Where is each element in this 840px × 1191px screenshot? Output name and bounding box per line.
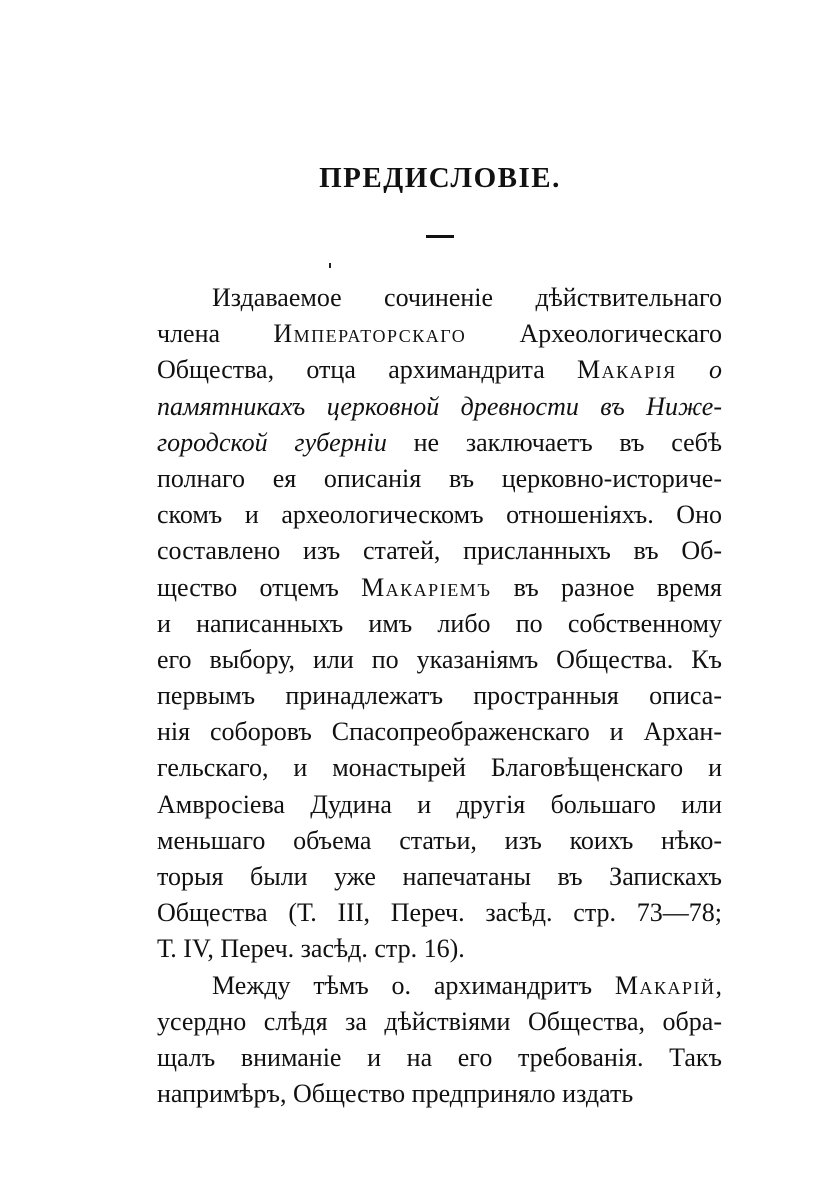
paragraph [157,280,722,968]
text-run: Археологическаго [466,319,723,349]
text-run: усердно слѣдя за дѣйствіями Общества, обра- [157,1006,722,1036]
text-run: не заключаетъ въ себѣ [386,427,722,457]
text-line [157,714,722,750]
text-run: Издаваемое сочиненіе дѣйствительнаго [212,283,722,312]
small-caps-name: Макарій [614,970,716,1000]
text-run: Т. IV, Переч. засѣд. стр. 16). [157,934,465,964]
text-line [157,750,722,786]
text-run: Амвросіева Дудина и другія большаго или [157,789,722,819]
text-line [157,642,722,678]
body-text [157,280,722,1112]
text-run [677,355,709,384]
text-line [157,678,722,714]
text-line [157,859,722,895]
text-run: меньшаго объема статьи, изъ коихъ нѣко- [157,825,722,855]
text-run: составлено изъ статей, присланныхъ въ Об- [157,536,722,566]
text-run: и написанныхъ имъ либо по собственному [157,608,722,638]
title-rule [426,235,454,238]
text-run: торыя были уже напечатаны въ Запискахъ [157,862,722,891]
print-speck [329,263,331,268]
small-caps-name: Императорскаго [273,319,467,349]
text-run: его выбору, или по указаніямъ Общества. Къ [157,644,722,674]
text-line [157,787,722,823]
text-line [157,931,722,967]
text-run: щалъ вниманіе и на его требованія. Такъ [157,1042,722,1072]
italic-title: памятникахъ церковной древности въ Ниже- [157,391,722,421]
text-run: полнаго ея описанія въ церковно-историче- [157,463,722,493]
text-line [157,461,722,497]
text-run: въ разное время [491,572,722,602]
text-run: скомъ и археологическомъ отношеніяхъ. Оно [157,500,722,530]
text-line [157,1004,722,1040]
text-run: Между тѣмъ о. архимандритъ [212,970,615,1000]
text-line [157,533,722,569]
text-line [157,352,722,388]
text-run: гельскаго, и монастырей Благовѣщенскаго и [157,753,722,783]
text-line [157,497,722,533]
text-run: напримѣръ, Общество предприняло издать [157,1079,634,1109]
text-run: , [715,970,722,1000]
text-line [157,280,722,316]
small-caps-name: Макарія [577,355,677,385]
text-run: нія соборовъ Спасопреображенскаго и Архан- [157,717,722,747]
text-run: Общества (Т. III, Переч. засѣд. стр. 73—78; [157,898,722,928]
text-line [157,570,722,606]
text-line [157,425,722,461]
text-line [157,895,722,931]
text-line [157,316,722,352]
text-line [157,968,722,1004]
text-run: члена [157,319,274,349]
text-run: первымъ принадлежатъ пространныя описа- [157,681,722,711]
italic-title: о [709,355,722,385]
paragraph [157,968,722,1113]
text-line [157,1076,722,1112]
text-line [157,823,722,859]
italic-title: городской губерніи [157,427,387,457]
text-run: Общества, отца архимандрита [157,355,578,385]
page-title: ПРЕДИСЛОВІЕ. [319,162,561,194]
small-caps-name: Макаріемъ [361,572,492,602]
text-line [157,389,722,425]
text-line [157,1040,722,1076]
text-line [157,606,722,642]
text-run: щество отцемъ [157,572,362,602]
